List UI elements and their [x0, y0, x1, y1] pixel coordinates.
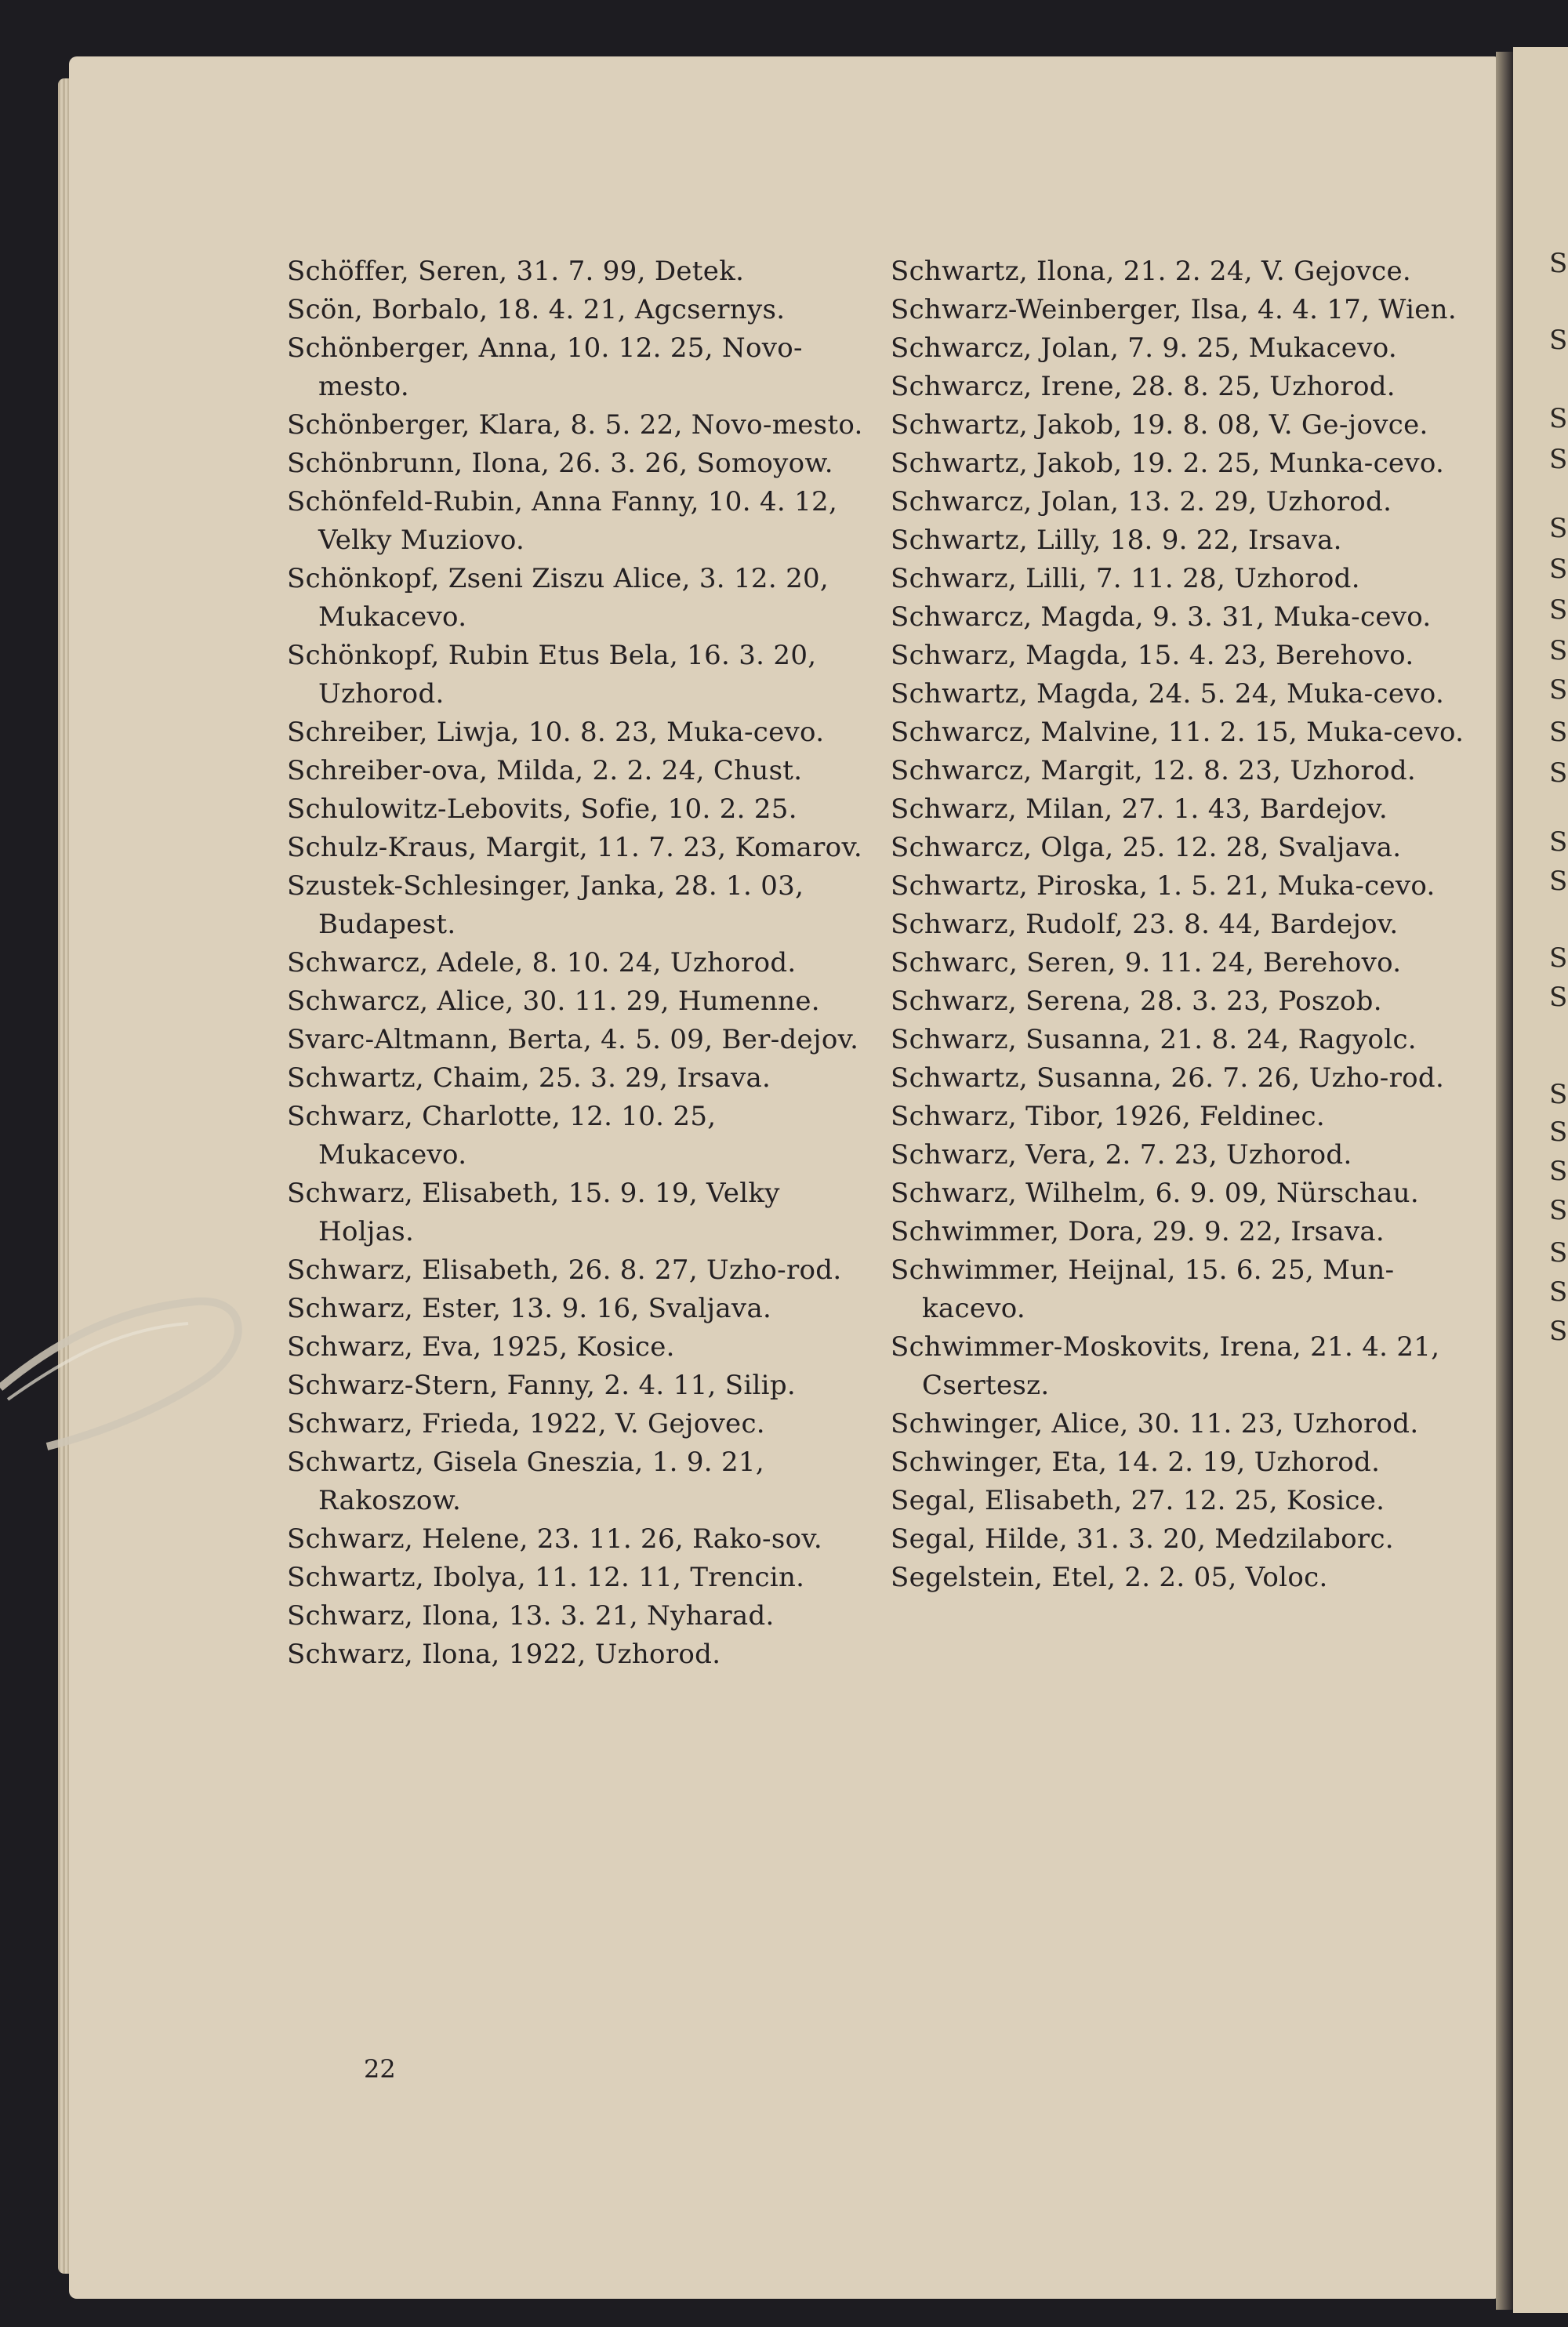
list-item: Schönkopf, Zseni Ziszu Alice, 3. 12. 20, Mukacevo.	[287, 563, 829, 633]
list-item: Scön, Borbalo, 18. 4. 21, Agcsernys.	[287, 294, 786, 325]
adjacent-page-letter: S	[1549, 444, 1568, 475]
list-item: Schwimmer, Dora, 29. 9. 22, Irsava.	[891, 1216, 1385, 1247]
list-item: Schreiber, Liwja, 10. 8. 23, Muka-cevo.	[287, 717, 825, 748]
list-item: Schönberger, Anna, 10. 12. 25, Novo-mesto.	[287, 332, 803, 402]
adjacent-page-letter: S	[1549, 1079, 1568, 1110]
list-item: Schwarcz, Margit, 12. 8. 23, Uzhorod.	[891, 755, 1417, 786]
list-item: Schönfeld-Rubin, Anna Fanny, 10. 4. 12, Velky Muziovo.	[287, 486, 838, 556]
adjacent-page-letter: S	[1549, 403, 1568, 434]
list-item: Schwarz, Lilli, 7. 11. 28, Uzhorod.	[891, 563, 1360, 594]
list-item: Schwarcz, Jolan, 7. 9. 25, Mukacevo.	[891, 332, 1397, 364]
list-item: Schwarcz, Alice, 30. 11. 29, Humenne.	[287, 986, 820, 1017]
list-item: Schwarz, Serena, 28. 3. 23, Poszob.	[891, 986, 1382, 1017]
list-item: Schwarz, Charlotte, 12. 10. 25, Mukacevo.	[287, 1101, 717, 1171]
list-item: Schönbrunn, Ilona, 26. 3. 26, Somoyow.	[287, 448, 833, 479]
page-number: 22	[364, 2054, 396, 2084]
list-item: Schwarz-Stern, Fanny, 2. 4. 11, Silip.	[287, 1370, 797, 1401]
list-item: Schwarz, Ilona, 13. 3. 21, Nyharad.	[287, 1600, 775, 1632]
list-item: Schreiber-ova, Milda, 2. 2. 24, Chust.	[287, 755, 803, 786]
book-gutter	[1496, 52, 1513, 2310]
list-item: Schwarc, Seren, 9. 11. 24, Berehovo.	[891, 947, 1402, 978]
list-item: Schwarz, Susanna, 21. 8. 24, Ragyolc.	[891, 1024, 1417, 1055]
list-item: Schwarz, Magda, 15. 4. 23, Berehovo.	[891, 640, 1414, 671]
adjacent-page-letter: S	[1549, 717, 1568, 748]
list-item: Schöffer, Seren, 31. 7. 99, Detek.	[287, 256, 745, 287]
list-item: Schwartz, Susanna, 26. 7. 26, Uzho-rod.	[891, 1062, 1445, 1094]
adjacent-page-letter: S	[1549, 1316, 1568, 1347]
list-item: Schwartz, Gisela Gneszia, 1. 9. 21, Rakoszow.	[287, 1447, 764, 1516]
adjacent-page-letter: S	[1549, 554, 1568, 585]
adjacent-page-letter: S	[1549, 1237, 1568, 1269]
adjacent-page-letter: S	[1549, 325, 1568, 356]
list-item: Schwartz, Lilly, 18. 9. 22, Irsava.	[891, 525, 1342, 556]
list-item: Schwartz, Jakob, 19. 2. 25, Munka-cevo.	[891, 448, 1445, 479]
list-item: Szustek-Schlesinger, Janka, 28. 1. 03, Budapest.	[287, 870, 804, 940]
adjacent-page-letter: S	[1549, 1195, 1568, 1226]
adjacent-page-letter: S	[1549, 674, 1568, 706]
list-item: Schwinger, Eta, 14. 2. 19, Uzhorod.	[891, 1447, 1381, 1478]
list-item: Schwarz, Elisabeth, 15. 9. 19, Velky Holjas.	[287, 1178, 780, 1247]
list-item: Schwinger, Alice, 30. 11. 23, Uzhorod.	[891, 1408, 1419, 1439]
list-item: Schwarcz, Malvine, 11. 2. 15, Muka-cevo.	[891, 717, 1465, 748]
entries-column-right	[891, 252, 1471, 1597]
adjacent-page-letter: S	[1549, 982, 1568, 1013]
list-item: Schwarcz, Olga, 25. 12. 28, Svaljava.	[891, 832, 1402, 863]
list-item: Schwartz, Chaim, 25. 3. 29, Irsava.	[287, 1062, 771, 1094]
list-item: Schwartz, Ilona, 21. 2. 24, V. Gejovce.	[891, 256, 1412, 287]
adjacent-page-letter: S	[1549, 826, 1568, 858]
list-item: Schönkopf, Rubin Etus Bela, 16. 3. 20, Uzhorod.	[287, 640, 817, 710]
list-item: Schwartz, Magda, 24. 5. 24, Muka-cevo.	[891, 678, 1445, 710]
list-item: Segelstein, Etel, 2. 2. 05, Voloc.	[891, 1562, 1328, 1593]
adjacent-page-letter: S	[1549, 757, 1568, 789]
list-item: Schwarz, Rudolf, 23. 8. 44, Bardejov.	[891, 909, 1399, 940]
list-item: Schwartz, Piroska, 1. 5. 21, Muka-cevo.	[891, 870, 1436, 902]
adjacent-page-letter: S	[1549, 942, 1568, 974]
list-item: Schwarcz, Magda, 9. 3. 31, Muka-cevo.	[891, 601, 1432, 633]
adjacent-page-letter: S	[1549, 1156, 1568, 1187]
list-item: Schönberger, Klara, 8. 5. 22, Novo-mesto.	[287, 409, 863, 441]
list-item: Schwarz, Eva, 1925, Kosice.	[287, 1331, 675, 1363]
adjacent-page-letter: S	[1549, 248, 1568, 279]
entries-column-left	[287, 252, 867, 1674]
list-item: Schwarz, Wilhelm, 6. 9. 09, Nürschau.	[891, 1178, 1419, 1209]
list-item: Schwarz, Milan, 27. 1. 43, Bardejov.	[891, 793, 1388, 825]
adjacent-page-letter: S	[1549, 513, 1568, 544]
list-item: Schwartz, Jakob, 19. 8. 08, V. Ge-jovce.	[891, 409, 1428, 441]
list-item: Schwarcz, Adele, 8. 10. 24, Uzhorod.	[287, 947, 797, 978]
list-item: Segal, Elisabeth, 27. 12. 25, Kosice.	[891, 1485, 1385, 1516]
list-item: Segal, Hilde, 31. 3. 20, Medzilaborc.	[891, 1523, 1394, 1555]
list-item: Schwartz, Ibolya, 11. 12. 11, Trencin.	[287, 1562, 805, 1593]
list-item: Schulz-Kraus, Margit, 11. 7. 23, Komarov.	[287, 832, 863, 863]
list-item: Schwarz, Tibor, 1926, Feldinec.	[891, 1101, 1325, 1132]
list-item: Schwarz, Ester, 13. 9. 16, Svaljava.	[287, 1293, 772, 1324]
list-item: Schwimmer-Moskovits, Irena, 21. 4. 21, Csertesz.	[891, 1331, 1440, 1401]
list-item: Schwimmer, Heijnal, 15. 6. 25, Mun-kacevo.	[891, 1254, 1395, 1324]
list-item: Schwarz, Helene, 23. 11. 26, Rako-sov.	[287, 1523, 822, 1555]
adjacent-page-letter: S	[1549, 635, 1568, 666]
list-item: Schwarz, Elisabeth, 26. 8. 27, Uzho-rod.	[287, 1254, 842, 1286]
list-item: Svarc-Altmann, Berta, 4. 5. 09, Ber-dejov.	[287, 1024, 859, 1055]
adjacent-page-letter: S	[1549, 866, 1568, 897]
list-item: Schwarz-Weinberger, Ilsa, 4. 4. 17, Wien.	[891, 294, 1457, 325]
list-item: Schwarz, Frieda, 1922, V. Gejovec.	[287, 1408, 765, 1439]
list-item: Schwarz, Ilona, 1922, Uzhorod.	[287, 1639, 721, 1670]
list-item: Schwarcz, Jolan, 13. 2. 29, Uzhorod.	[891, 486, 1392, 517]
list-item: Schwarz, Vera, 2. 7. 23, Uzhorod.	[891, 1139, 1352, 1171]
list-item: Schwarcz, Irene, 28. 8. 25, Uzhorod.	[891, 371, 1396, 402]
list-item: Schulowitz-Lebovits, Sofie, 10. 2. 25.	[287, 793, 797, 825]
adjacent-page-letter: S	[1549, 1276, 1568, 1308]
adjacent-page-letter: S	[1549, 594, 1568, 626]
adjacent-page-letter: S	[1549, 1116, 1568, 1148]
